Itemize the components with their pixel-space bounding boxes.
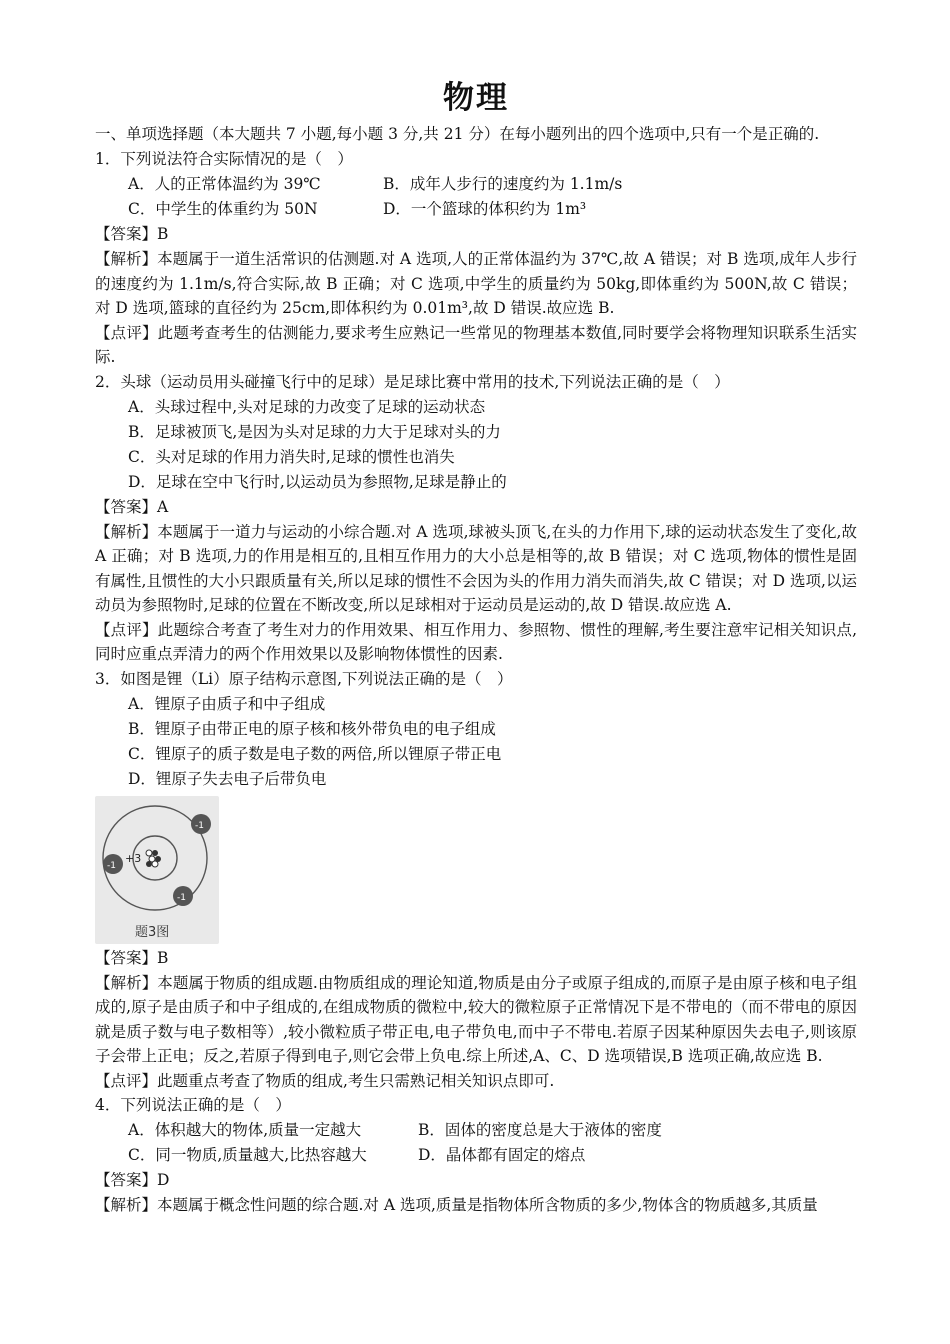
question-4-options-row-2: [95, 1143, 857, 1168]
question-2-option-c: C．头对足球的作用力消失时,足球的惯性也消失: [128, 447, 455, 466]
figure-caption: 题3图: [135, 924, 170, 940]
question-3-answer: 【答案】B: [95, 948, 169, 967]
question-1-option-b: B．成年人步行的速度约为 1.1m/s: [383, 175, 623, 193]
question-3-comment: 【点评】此题重点考查了物质的组成,考生只需熟记相关知识点即可.: [95, 1071, 555, 1090]
question-2-comment: 【点评】此题综合考查了考生对力的作用效果、相互作用力、参照物、惯性的理解,考生要注意牢记相关知识点,同时应重点弄清力的两个作用效果以及影响物体惯性的因素.: [95, 620, 857, 663]
question-3-option-d: D．锂原子失去电子后带负电: [128, 769, 327, 788]
question-2-stem: 2．头球（运动员用头碰撞飞行中的足球）是足球比赛中常用的技术,下列说法正确的是（ ）: [95, 372, 730, 391]
nucleus-particle: [152, 850, 158, 856]
question-4-options-row-1: [95, 1118, 857, 1143]
lithium-atom-figure: [95, 796, 219, 944]
question-2-analysis: 【解析】本题属于一道力与运动的小综合题.对 A 选项,球被头顶飞,在头的力作用下,球的运动状态发生了变化,故 A 正确；对 B 选项,力的作用是相互的,且相互作用力的大小总是相等的,故 B 错误；对 C 选项,物体的惯性是固有属性,且惯性的大小只跟质量有关,所以足球的惯性不会因为头的作用力消失而消失,故 C 错误；对 D 选项,以运动员为参照物时,足球的位置在不断改变,所以足球相对于运动员是运动的,故 D 错误.故应选 A.: [95, 522, 857, 614]
lithium-atom-diagram: [95, 796, 219, 920]
question-1-options-row-1: [95, 172, 857, 197]
question-1-option-a: A．人的正常体温约为 39℃: [128, 175, 321, 193]
question-4-option-b: B．固体的密度总是大于液体的密度: [418, 1121, 662, 1139]
question-3-analysis: 【解析】本题属于物质的组成题.由物质组成的理论知道,物质是由分子或原子组成的,而原子是由原子核和电子组成的,原子是由质子和中子组成的,在组成物质的微粒中,较大的微粒原子正常情况下是不带电的（而不带电的原因就是质子数与电子数相等）,较小微粒质子带正电,电子带负电,而中子不带电.若原子因某种原因失去电子,则该原子会带上正电；反之,若原子得到电子,则它会带上负电.综上所述,A、C、D 选项错误,B 选项正确,故应选 B.: [95, 973, 857, 1065]
question-1-answer: 【答案】B: [95, 225, 169, 243]
question-3-option-c: C．锂原子的质子数是电子数的两倍,所以锂原子带正电: [128, 744, 502, 763]
question-2-option-b: B．足球被顶飞,是因为头对足球的力大于足球对头的力: [128, 422, 501, 441]
question-1-option-c: C．中学生的体重约为 50N: [128, 200, 318, 218]
question-3-stem: 3．如图是锂（Li）原子结构示意图,下列说法正确的是（ ）: [95, 669, 513, 688]
electron-charge-label: -1: [177, 892, 186, 903]
electron-charge-label: -1: [195, 820, 204, 831]
question-4-option-d: D．晶体都有固定的熔点: [418, 1146, 586, 1164]
electron-charge-label: -1: [107, 860, 116, 871]
question-3-option-a: A．锂原子由质子和中子组成: [128, 694, 326, 713]
question-4-stem: 4．下列说法正确的是（ ）: [95, 1096, 291, 1114]
question-1-option-d: D．一个篮球的体积约为 1m³: [383, 200, 587, 218]
question-4-analysis: 【解析】本题属于概念性问题的综合题.对 A 选项,质量是指物体所含物质的多少,物体含的物质越多,其质量: [95, 1196, 818, 1214]
nucleus-particle: [146, 850, 152, 856]
question-1-analysis: 【解析】本题属于一道生活常识的估测题.对 A 选项,人的正常体温约为 37℃,故 A 错误；对 B 选项,成年人步行的速度约为 1.1m/s,符合实际,故 B 正确；对 C 选项,中学生的质量约为 50kg,即体重约为 500N,故 C 错误；对 D 选项,篮球的直径约为 25cm,即体积约为 0.01m³,故 D 错误.故应选 B.: [95, 250, 857, 317]
nucleus-particle: [152, 861, 158, 867]
section-header: 一、单项选择题（本大题共 7 小题,每小题 3 分,共 21 分）在每小题列出的四个选项中,只有一个是正确的.: [95, 125, 820, 143]
document-page: [95, 78, 857, 1218]
question-1-comment: 【点评】此题考查考生的估测能力,要求考生应熟记一些常见的物理基本数值,同时要学会将物理知识联系生活实际.: [95, 323, 857, 366]
question-3-option-b: B．锂原子由带正电的原子核和核外带负电的电子组成: [128, 719, 496, 738]
nucleus-particle: [146, 861, 152, 867]
question-4-option-c: C．同一物质,质量越大,比热容越大: [128, 1146, 367, 1164]
question-2-option-d: D．足球在空中飞行时,以运动员为参照物,足球是静止的: [128, 472, 507, 491]
nucleus-charge-label: +3: [125, 851, 142, 865]
question-4-option-a: A．体积越大的物体,质量一定越大: [128, 1121, 362, 1139]
page-title: 物理: [443, 80, 509, 116]
question-2-answer: 【答案】A: [95, 497, 169, 516]
question-2-option-a: A．头球过程中,头对足球的力改变了足球的运动状态: [128, 397, 486, 416]
question-1-options-row-2: [95, 197, 857, 222]
question-4-answer: 【答案】D: [95, 1171, 170, 1189]
question-1-stem: 1．下列说法符合实际情况的是（ ）: [95, 150, 353, 168]
